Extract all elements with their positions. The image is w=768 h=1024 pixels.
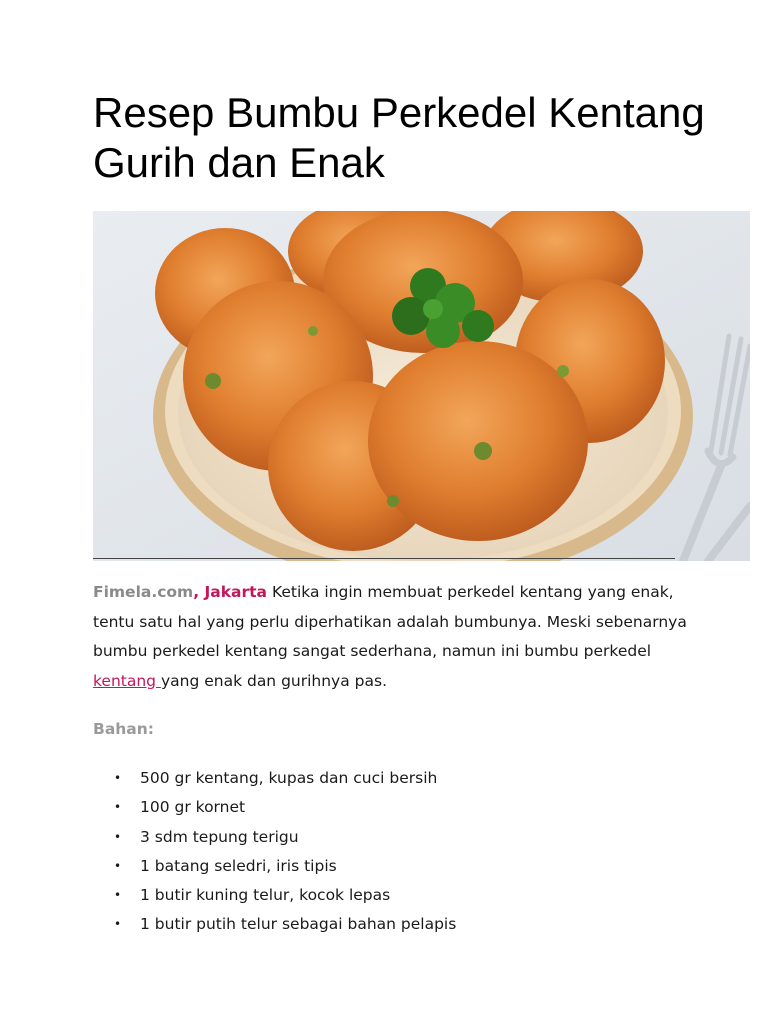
list-item: • 1 batang seledri, iris tipis <box>93 852 456 881</box>
hero-image <box>93 211 750 561</box>
bullet-icon: • <box>114 888 122 903</box>
lead-text: Ketika ingin membuat perkedel kentang yang enak, tentu satu hal yang perlu diperhatikan adalah bumbunya. Meski sebenarnya bumbu perkedel kentang sangat sederhana, namun ini bumbu perkedel <box>93 583 687 660</box>
page-title: Resep Bumbu Perkedel Kentang Gurih dan Enak <box>93 89 705 186</box>
list-item: • 500 gr kentang, kupas dan cuci bersih <box>93 764 456 793</box>
source-name: Fimela.com <box>93 583 194 601</box>
bullet-icon: • <box>114 829 122 844</box>
bullet-icon: • <box>114 771 122 785</box>
lead-text-end: yang enak dan gurihnya pas. <box>160 671 387 690</box>
bullet-icon: • <box>114 800 122 815</box>
ingredients-list <box>93 764 456 940</box>
list-item: • 1 butir putih telur sebagai bahan pelapis <box>93 910 456 939</box>
list-item: • 100 gr kornet <box>93 793 456 822</box>
bullet-icon: • <box>114 858 122 873</box>
bullet-icon: • <box>114 917 122 932</box>
source-separator: , <box>193 583 200 601</box>
ingredients-heading: Bahan: <box>93 720 155 738</box>
kentang-link[interactable]: kentang <box>93 671 161 690</box>
image-divider <box>93 558 675 559</box>
source-city: Jakarta <box>199 583 268 601</box>
perkedel-photo <box>93 211 750 561</box>
list-item: • 1 butir kuning telur, kocok lepas <box>93 881 456 910</box>
lead-paragraph <box>93 578 693 696</box>
list-item: • 3 sdm tepung terigu <box>93 823 456 852</box>
